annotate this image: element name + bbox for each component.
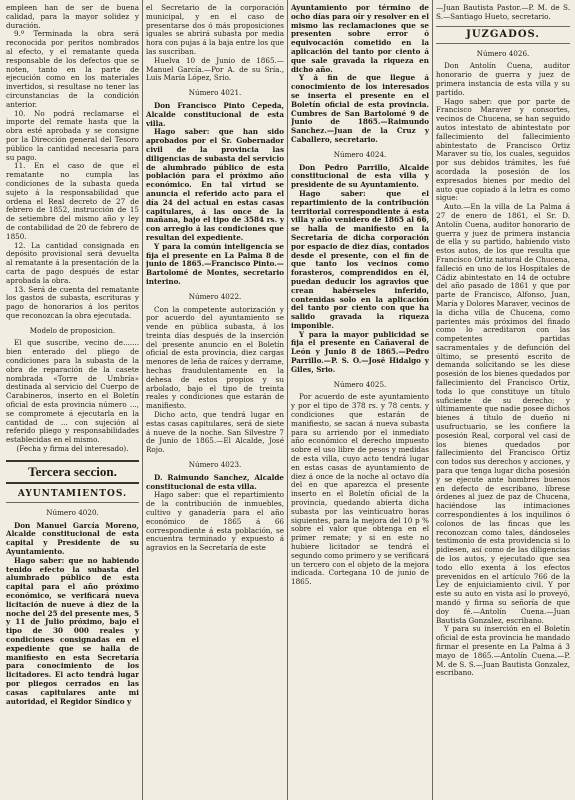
paragraph: Don Francisco Pinto Cepeda, Alcalde constitucional de esta villa. bbox=[146, 100, 284, 128]
notice-number: Número 4022. bbox=[188, 291, 242, 301]
signature-note: (Fecha y firma del interesado). bbox=[16, 444, 129, 454]
paragraph: El que suscribe, vecino de....... bien enterado del pliego de condiciones para la subasta de la obra de reparación de la casete nombrada «Torre de Umbría» destinada al servicio del Cuerpo de Carabineros, inserto en el Boletín oficial de esta provincia número ..., se compromete á ejecutarla en la cantidad de ... con sujeción al referido pliego y responsabilidades establecidas en el mismo. bbox=[6, 338, 139, 445]
paragraph: el Secretario de la corporación municipal, y en el caso de presentarse dos ó más proposiciones iguales se abrirá subasta por media hora con pujas á la baja entre los que las suscriban. bbox=[146, 4, 284, 56]
paragraph: Ayuntamiento por término de ocho días para oír y resolver en el mismo las reclamaciones que se presenten sobre error ó equivocación cometido en la aplicación del tanto por ciento á que sale gravada la riqueza en dicho año. bbox=[291, 4, 429, 74]
paragraph: Hago saber: que no habiendo tenido efecto la subasta del alumbrado público de esta capital para el año próximo económico, se verificará nueva licitación de nueve á diez de la noche del 25 del presente mes, 5 y 11 de Julio próximo, bajo el tipo de 30 000 reales y condiciones consignadas en el expediente que se halla de manifiesto en esta Secretaría para conocimiento de los licitadores. El acto tendrá lugar por pliegos cerrados en las casas capitulares ante mi autoridad, el Regidor Síndico y bbox=[6, 555, 139, 706]
paragraph: Don Manuel García Moreno, Alcalde constitucional de esta capital y Presidente de su Ayuntamiento. bbox=[6, 520, 139, 557]
notice-number: Número 4020. bbox=[46, 507, 99, 517]
paragraph: Hago saber: que el repartimiento de la contribución territorial correspondiente á esta villa y año venidero de 1865 al 66, se halla de manifiesto en la Secretaría de dicha corporación por espacio de diez días, contados desde el presente, con el fin de que tanto los vecinos como forasteros, comprendidos en él, puedan deducir los agravios que crean habérseles inferido, contenidas solo en la aplicación del tanto por ciento con que ha salido gravada la riqueza imponible. bbox=[291, 188, 429, 330]
paragraph: 9.º Terminada la obra será reconocida por peritos nombrados al efecto, y el rematante queda responsable de los defectos que se noten, tanto en la parte de ejecución como en los materiales invertidos, si resultase no tener las circunstancias de la condición anterior. bbox=[6, 29, 139, 109]
column-1 bbox=[6, 4, 139, 796]
section-title: Tercera seccion. bbox=[6, 460, 139, 484]
column-3 bbox=[291, 4, 429, 796]
paragraph: Auto.—En la villa de La Palma á 27 de enero de 1861, el Sr. D. Antolín Cuena, auditor honorario de guerra y juez de primera instancia de ella y su partido, habiendo visto estos autos, de los que resulta que Francisco Ortiz natural de Chucena, falleció en uno de los Hospitales de Cádiz abintestato en 14 de octubre del año pasado de 1861 y que por parte de Francisco, Alfonso, Juan, María y Dolores Maraver, vecinos de la dicha villa de Chucena, como parientes más próximos del finado como lo acreditaron con las competentes partidas sacramentales y de defunción del último, se presentó escrito de demanda solicitando se les diese posesión de los bienes quedados por fallecimiento del Francisco Ortiz, toda lo que constituye un título suficiente de su derecho; y últimamente que nadie posee dichos bienes á título de dueño ni usufructuario, se les confiere la posesión Real, corporal vel casi de los bienes quedados por fallecimiento del Francisco Ortiz con todos sus derechos y acciones, y para que tenga lugar dicha posesión y se ejecute ante hombres buenos en defecto de escribano, líbrese órdenes al juez de paz de Chucena, haciéndose las intimaciones correspondientes á los inquilinos ó colonos de las fincas que les reconozcan como tales, dándoseles testimonio de esta providencia si lo pidiesen, así como de las diligencias de los autos, y ejecutado que sea todo ello exenta á los efectos prevenidos en el artículo 766 de la Ley de enjuiciamiento civil. Y por este su auto en vista así lo proveyó, mandó y firma su señoría de que doy fé.—Antolín Cuena.—Juan Bautista Gonzalez, escribano. bbox=[436, 202, 570, 625]
paragraph: Y á fin de que llegue á conocimiento de los interesados se inserta el presente en el Boletín oficial de esta provincia. Cumbres de San Bartolomé 9 de Junio de 1865.—Raimundo Sanchez.—Juan de la Cruz y Caballero, secretario. bbox=[291, 73, 429, 144]
paragraph: Don Antolín Cuena, auditor honorario de guerra y juez de primera instancia de esta villa y su partido. bbox=[436, 61, 570, 97]
paragraph: Hago saber: que por parte de Francisco Maraver y consortes, vecinos de Chucena, se han seguido autos intestato de abintestato por fallecimiento del fallecimiento abintestato de Francisco Ortiz Maraver su tío, los cuales, seguidos por sus debidos trámites, les fué acordada la posesión de los expresados bienes por medio del auto que copiado á la letra es como sigue: bbox=[436, 96, 570, 203]
notice-number: Número 4023. bbox=[188, 460, 242, 470]
column-rule bbox=[287, 0, 288, 800]
paragraph: Hago saber: que el repartimiento de la contribución de inmuebles, cultivo y ganadería para el año económico de 1865 á 66 correspondiente á esta población, se encuentra terminado y expuesto á agravios en la Secretaría de este bbox=[146, 490, 284, 553]
subsection-title: AYUNTAMIENTOS. bbox=[6, 488, 139, 503]
paragraph: 12. La cantidad consignada en depósito provisional será devuelta al rematante á la presentación de la carta de pago después de estar aprobada la obra. bbox=[6, 240, 139, 285]
notice-number: Número 4025. bbox=[333, 379, 387, 389]
paragraph: 13. Será de cuenta del rematante los gastos de subasta, escrituras y pago de honorarios á los peritos que reconozcan la obra ejecutada. bbox=[6, 284, 139, 320]
paragraph: Don Pedro Parrillo, Alcalde constitucional de esta villa y presidente de su Ayuntamiento. bbox=[291, 162, 429, 190]
paragraph: Hago saber: que han sido aprobados por el Sr. Gobernador civil de la provincia las diligencias de subasta del servicio de alumbrado público de esta población para el próximo año económico. En tal virtud se anuncia el referido acto para el día 24 del actual en estas casas capitulares, á las once de la mañana, bajo el tipo de 3584 rs. y con arreglo á las condiciones que resultan del expediente. bbox=[146, 127, 284, 242]
paragraph: Con la competente autorización y por acuerdo del ayuntamiento se vende en pública subasta, á los treinta días después de la inserción del presente anuncio en el Boletín oficial de esta provincia, diez cargas menores de leña de raíces y derrame, hechas fraudulentamente en la dehesa de estos propios y su arbolado, bajo el tipo de treinta reales y condiciones que estarán de manifiesto. bbox=[146, 304, 284, 411]
paragraph: Por acuerdo de este ayuntamiento y por el tipo de 378 rs. y 78 cents. y condiciones que estarán de manifiesto, se sacan á nueva subasta para su arriendo por el inmediato año económico el derecho impuesto sobre el uso libre de pesos y medidas de esta villa, cuyo acto tendrá lugar en estas casas de ayuntamiento de diez á once de la noche al octavo día del en que aparezca el presente inserto en el Boletín oficial de la provincia, quedando abierta dicha subasta por las veinticuatro horas siguientes, para la mejora del 10 p % sobre el valor que obtenga en el primer remate; y si en este no hubiere licitador se tendrá el segundo como primero y se verificará un tercero con el objeto de la mejora indicada. Cortegana 10 de junio de 1865. bbox=[291, 392, 429, 587]
notice-number: Número 4024. bbox=[333, 149, 387, 159]
paragraph: Dicho acto, que tendrá lugar en estas casas capitulares, será de siete á nueve de la noche. San Silvestre 7 de Junio de 1865.—El Alcalde, José Rojo. bbox=[146, 410, 284, 455]
column-rule bbox=[432, 0, 433, 800]
column-rule bbox=[142, 0, 143, 800]
notice-number: Número 4021. bbox=[188, 88, 242, 98]
paragraph: Y para la común inteligencia se fija el presente en La Palma 8 de junio de 1865.—Francisco Pinto.—Bartolomé de Montes, secretario interino. bbox=[146, 241, 284, 286]
paragraph: empleen han de ser de buena calidad, para la mayor solidez y duración. bbox=[6, 4, 139, 30]
paragraph: —Juan Bautista Pastor.—P. M. de S. S.—Santiago Hueto, secretario. bbox=[436, 4, 570, 21]
paragraph: Y para su inserción en el Boletín oficial de esta provincia he mandado firmar el presente en La Palma á 3 mayo de 1865.—Antolín Cuena.—P. M. de S. S.—Juan Bautista Gonzalez, escribano. bbox=[436, 624, 570, 678]
paragraph: Huelva 10 de Junio de 1865.—Manuel García.—Por A. de su Sría., Luis María López, Srio. bbox=[146, 55, 284, 83]
notice-number: Número 4026. bbox=[476, 48, 530, 58]
paragraph: 10. No podrá reclamarse el importe del remate hasta que la obra esté aprobada y se consigne por la Dirección general del Tesoro público la cantidad necesaria para su pago. bbox=[6, 108, 139, 162]
model-heading: Modelo de proposicion. bbox=[29, 325, 116, 335]
column-2 bbox=[146, 4, 284, 796]
paragraph: 11. En el caso de que el rematante no cumpla las condiciones de la subasta queda sujeto á la responsabilidad que ordena el Real decreto de 27 de febrero de 1852, instrucción de 15 de setiembre del mismo año y ley de contabilidad de 20 de febrero de 1850. bbox=[6, 161, 139, 241]
paragraph: D. Raimundo Sanchez, Alcalde constitucional de esta villa. bbox=[146, 472, 284, 491]
column-4 bbox=[436, 4, 570, 796]
paragraph: Y para la mayor publicidad se fija el presente en Cañaveral de León y Junio 8 de 1865.—Pedro Parrillo.—P. S. O.—José Hidalgo y Giles, Srio. bbox=[291, 329, 429, 374]
subsection-title: JUZGADOS. bbox=[436, 26, 570, 44]
